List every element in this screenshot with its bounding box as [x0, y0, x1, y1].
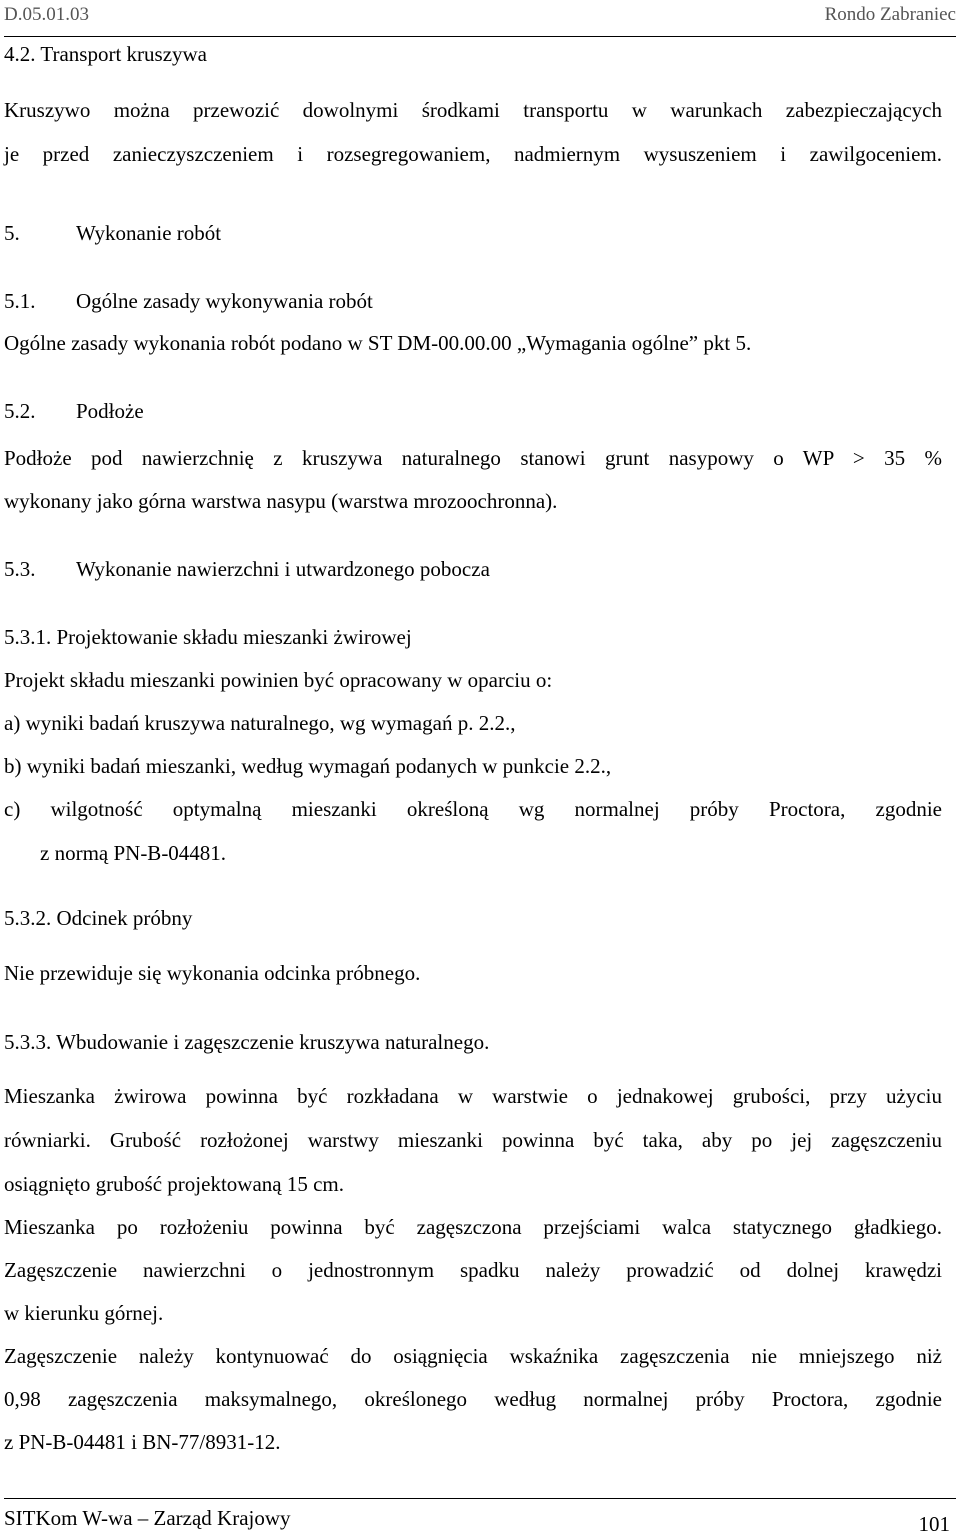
section-number: 5.2.: [4, 399, 36, 423]
list-item-continuation: z normą PN-B-04481.: [40, 841, 227, 865]
list-item: c) wilgotność optymalną mieszanki określoną wg normalnej próby Proctora, zgodnie: [4, 797, 942, 821]
paragraph-line: Kruszywo można przewozić dowolnymi środkami transportu w warunkach zabezpieczających: [4, 98, 942, 122]
section-heading-5-3-2: 5.3.2. Odcinek próbny: [4, 906, 193, 930]
doc-title: Rondo Zabraniec: [824, 4, 956, 25]
paragraph-line: Projekt składu mieszanki powinien być opracowany w oparciu o:: [4, 668, 553, 692]
paragraph-line: wykonany jako górna warstwa nasypu (warstwa mrozoochronna).: [4, 489, 558, 513]
section-heading-5-3: [4, 556, 942, 582]
section-heading-5: [4, 220, 942, 246]
paragraph-line: Mieszanka żwirowa powinna być rozkładana w warstwie o jednakowej grubości, przy użyciu: [4, 1084, 942, 1108]
section-title: Podłoże: [76, 399, 144, 423]
paragraph-line: je przed zanieczyszczeniem i rozsegregowaniem, nadmiernym wysuszeniem i zawilgoceniem.: [4, 142, 942, 166]
paragraph-line: Zagęszczenie należy kontynuować do osiągnięcia wskaźnika zagęszczenia nie mniejszego niż: [4, 1344, 942, 1368]
paragraph-line: Nie przewiduje się wykonania odcinka próbnego.: [4, 961, 421, 985]
section-title: Wykonanie robót: [76, 221, 222, 245]
paragraph-line: osiągnięto grubość projektowaną 15 cm.: [4, 1172, 344, 1196]
section-heading-5-1: [4, 288, 942, 314]
paragraph-line: równiarki. Grubość rozłożonej warstwy mieszanki powinna być taka, aby po jej zagęszczeniu: [4, 1128, 942, 1152]
section-number: 5.3.: [4, 557, 36, 581]
section-heading-5-2: [4, 398, 942, 424]
list-item: b) wyniki badań mieszanki, według wymagań podanych w punkcie 2.2.,: [4, 754, 612, 778]
paragraph-line: w kierunku górnej.: [4, 1301, 164, 1325]
footer-divider: [4, 1498, 956, 1499]
paragraph-line: Ogólne zasady wykonania robót podano w ST DM-00.00.00 „Wymagania ogólne” pkt 5.: [4, 331, 752, 355]
section-heading-5-3-1: 5.3.1. Projektowanie składu mieszanki żwirowej: [4, 625, 412, 649]
section-title: Wykonanie nawierzchni i utwardzonego pobocza: [76, 557, 490, 581]
section-heading-5-3-3: 5.3.3. Wbudowanie i zagęszczenie kruszywa naturalnego.: [4, 1030, 490, 1054]
page-header: [4, 0, 956, 37]
paragraph-line: Mieszanka po rozłożeniu powinna być zagęszczona przejściami walca statycznego gładkiego.: [4, 1215, 942, 1239]
page-number: 101: [918, 1512, 950, 1536]
paragraph-line: z PN-B-04481 i BN-77/8931-12.: [4, 1430, 281, 1454]
paragraph-line: 0,98 zagęszczenia maksymalnego, określonego według normalnej próby Proctora, zgodnie: [4, 1387, 942, 1411]
footer-organization: SITKom W-wa – Zarząd Krajowy: [4, 1506, 291, 1530]
section-title: Ogólne zasady wykonywania robót: [76, 289, 373, 313]
paragraph-line: Podłoże pod nawierzchnię z kruszywa naturalnego stanowi grunt nasypowy o WP > 35 %: [4, 446, 942, 470]
doc-code: D.05.01.03: [4, 4, 89, 25]
section-heading-4-2: 4.2. Transport kruszywa: [4, 42, 207, 66]
section-number: 5.: [4, 221, 20, 245]
paragraph-line: Zagęszczenie nawierzchni o jednostronnym spadku należy prowadzić od dolnej krawędzi: [4, 1258, 942, 1282]
list-item: a) wyniki badań kruszywa naturalnego, wg wymagań p. 2.2.,: [4, 711, 516, 735]
section-number: 5.1.: [4, 289, 36, 313]
